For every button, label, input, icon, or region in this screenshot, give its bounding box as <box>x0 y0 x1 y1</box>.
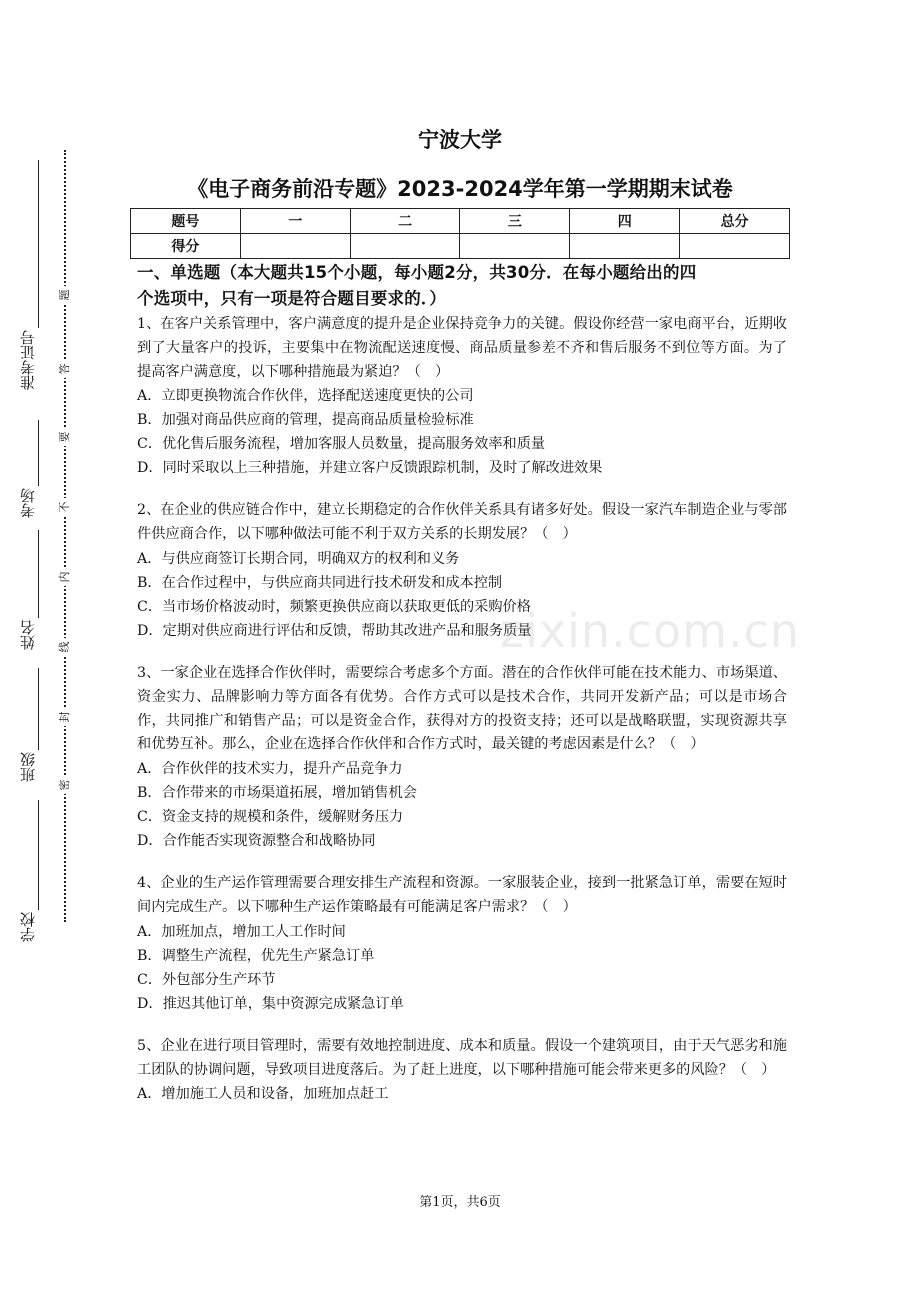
option-a: A．合作伙伴的技术实力，提升产品竞争力 <box>137 761 403 778</box>
label-class: 班级 <box>19 752 37 782</box>
score-input-cell <box>570 234 680 259</box>
fill-line-class <box>38 668 39 750</box>
fill-line-name <box>38 530 39 618</box>
score-input-cell <box>240 234 350 259</box>
page-footer: 第1页，共6页 <box>419 1195 501 1210</box>
seal-char: 线 <box>56 638 74 656</box>
seal-char: 内 <box>56 568 74 586</box>
university-name: 宁波大学 <box>418 128 502 152</box>
seal-char: 题 <box>56 286 74 304</box>
option-d: D．定期对供应商进行评估和反馈，帮助其改进产品和服务质量 <box>137 622 532 639</box>
option-c: C．资金支持的规模和条件，缓解财务压力 <box>137 809 404 826</box>
watermark: zixin.com.cn <box>500 604 801 658</box>
option-a: A．增加施工人员和设备，加班加点赶工 <box>137 1086 389 1103</box>
seal-char: 密 <box>56 776 74 794</box>
label-school: 学校 <box>19 912 37 942</box>
question-stem: 5、企业在进行项目管理时，需要有效地控制进度、成本和质量。假设一个建筑项目，由于天气恶劣和施工团队的协调问题，导致项目进度落后。为了赶上进度，以下哪种措施可能会带来更多的风险？（ ） <box>137 1037 787 1078</box>
score-table-score-row <box>131 234 790 259</box>
question-stem: 3、一家企业在选择合作伙伴时，需要综合考虑多个方面。潜在的合作伙伴可能在技术能力、市场渠道、资金实力、品牌影响力等方面各有优势。合作方式可以是技术合作，共同开发新产品；可以是市场合作，共同推广和销售产品；可以是资金合作，获得对方的投资支持；还可以是战略联盟，实现资源共享和优势互补。那么，企业在选择合作伙伴和合作方式时，最关键的考虑因素是什么？（ ） <box>137 664 787 753</box>
question-stem: 4、企业的生产运作管理需要合理安排生产流程和资源。一家服装企业，接到一批紧急订单，需要在短时间内完成生产。以下哪种生产运作策略最有可能满足客户需求？（ ） <box>137 875 787 915</box>
option-a: A．加班加点，增加工人工作时间 <box>137 923 346 940</box>
score-cell: 得分 <box>131 234 241 259</box>
option-a: A．立即更换物流合作伙伴，选择配送速度更快的公司 <box>137 388 474 405</box>
option-b: B．在合作过程中，与供应商共同进行技术研发和成本控制 <box>137 574 503 591</box>
question-1 <box>137 313 787 480</box>
label-exam-room: 考场 <box>19 488 37 518</box>
section-heading <box>137 260 787 312</box>
label-name: 姓名 <box>19 620 37 650</box>
question-stem: 1、在客户关系管理中，客户满意度的提升是企业保持竞争力的关键。假设你经营一家电商平台，近期收到了大量客户的投诉，主要集中在物流配送速度慢、商品质量参差不齐和售后服务不到位等方面。为了提高客户满意度，以下哪种措施最为紧迫？（ ） <box>137 316 787 380</box>
fill-line-school <box>38 800 39 910</box>
option-c: C．当市场价格波动时，频繁更换供应商以获取更低的采购价格 <box>137 598 531 615</box>
score-cell: 四 <box>570 209 680 234</box>
section-heading-line: 一、单选题（本大题共15个小题，每小题2分，共30分．在每小题给出的四 <box>137 263 697 282</box>
option-d: D．合作能否实现资源整合和战略协同 <box>137 833 376 850</box>
option-a: A．与供应商签订长期合同，明确双方的权利和义务 <box>137 550 460 567</box>
score-cell: 总分 <box>680 209 790 234</box>
score-cell: 二 <box>350 209 460 234</box>
seal-char: 答 <box>56 360 74 378</box>
option-c: C．优化售后服务流程，增加客服人员数量，提高服务效率和质量 <box>137 436 546 453</box>
fill-line-exam-room <box>38 420 39 486</box>
section-heading-line: 个选项中，只有一项是符合题目要求的．） <box>137 289 447 308</box>
question-4 <box>137 872 787 1016</box>
seal-char: 封 <box>56 708 74 726</box>
option-b: B．加强对商品供应商的管理，提高商品质量检验标准 <box>137 412 474 429</box>
score-cell: 三 <box>460 209 570 234</box>
label-exam-number: 准考证号 <box>19 330 37 390</box>
seal-line <box>64 150 66 922</box>
option-d: D．推迟其他订单，集中资源完成紧急订单 <box>137 995 404 1012</box>
question-3 <box>137 662 787 853</box>
score-table <box>130 208 790 259</box>
question-5 <box>137 1035 787 1107</box>
option-b: B．调整生产流程，优先生产紧急订单 <box>137 947 375 964</box>
question-stem: 2、在企业的供应链合作中，建立长期稳定的合作伙伴关系具有诸多好处。假设一家汽车制造企业与零部件供应商合作，以下哪种做法可能不利于双方关系的长期发展？（ ） <box>137 502 787 543</box>
option-d: D．同时采取以上三种措施，并建立客户反馈跟踪机制，及时了解改进效果 <box>137 460 603 477</box>
exam-title: 《电子商务前沿专题》2023-2024学年第一学期期末试卷 <box>187 177 733 201</box>
score-cell: 一 <box>240 209 350 234</box>
score-input-cell <box>350 234 460 259</box>
option-b: B．合作带来的市场渠道拓展，增加销售机会 <box>137 785 417 802</box>
score-cell: 题号 <box>131 209 241 234</box>
seal-char: 要 <box>56 428 74 446</box>
score-input-cell <box>460 234 570 259</box>
option-c: C．外包部分生产环节 <box>137 971 276 988</box>
seal-char: 不 <box>56 498 74 516</box>
score-input-cell <box>680 234 790 259</box>
score-table-header-row <box>131 209 790 234</box>
exam-content <box>137 260 787 1125</box>
